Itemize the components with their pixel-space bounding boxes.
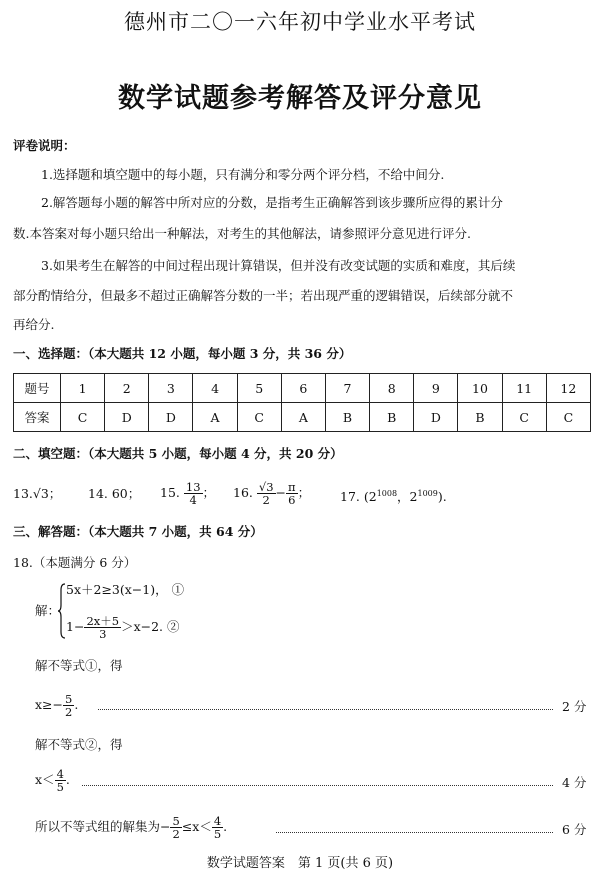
score-final: 6 分 — [562, 822, 587, 837]
answer-cell: A — [193, 403, 237, 432]
answer-cell: D — [149, 403, 193, 432]
question-number: 12 — [546, 374, 590, 403]
answer-17: 17. ($2^{1008}$，$2^{1009}$). — [340, 489, 447, 505]
dotted-leader — [82, 785, 553, 786]
question-number: 5 — [237, 374, 281, 403]
step-2-result: x＜ $\frac{4}{5}$ . — [35, 767, 70, 794]
section-fill-heading: 二、填空题：（本大题共 5 小题，每小题 4 分，共 20 分） — [13, 446, 343, 461]
fraction: $\frac{5}{2}$ — [172, 814, 180, 841]
score-step-1: 2 分 — [562, 699, 587, 714]
step-2-text: 解不等式②，得 — [35, 737, 123, 752]
answer-cell: D — [414, 403, 458, 432]
answer-cell: A — [281, 403, 325, 432]
answer-cell: B — [370, 403, 414, 432]
answer-cell: C — [546, 403, 590, 432]
question-number: 9 — [414, 374, 458, 403]
question-18-heading: 18.（本题满分 6 分） — [13, 555, 137, 570]
answer-cell: D — [105, 403, 149, 432]
choice-answer-table — [13, 373, 591, 432]
fraction: $\frac{5}{2}$ — [65, 692, 73, 719]
note-3-line-1: 3.如果考生在解答的中间过程出现计算错误，但并没有改变试题的实质和难度，其后续 — [41, 258, 516, 273]
answer-15: 15. $\frac{13}{4}$ ； — [160, 480, 216, 507]
page-footer: 数学试题答案 第 1 页(共 6 页) — [206, 856, 394, 871]
exam-header: 德州市二〇一六年初中学业水平考试 — [124, 10, 476, 34]
fraction: $\frac{4}{5}$ — [213, 814, 222, 841]
answer-cell: C — [61, 403, 105, 432]
question-number: 3 — [149, 374, 193, 403]
step-1-result: x≥− $\frac{5}{2}$ . — [35, 692, 79, 719]
note-2-line-2: 数.本答案对每小题只给出一种解法，对考生的其他解法，请参照评分意见进行评分. — [13, 226, 471, 241]
final-solution-set: 所以不等式组的解集为− $\frac{5}{2}$ ≤x＜ $\frac{4}{5}$ . — [35, 814, 228, 841]
answer-16: 16. $\frac{√3}{2}$ − $\frac{\pi}{6}$ ； — [233, 480, 311, 507]
solve-label: 解： — [35, 603, 61, 618]
question-number: 4 — [193, 374, 237, 403]
inequality-2: 1− $\frac{2x+5}{3}$ ＞x−2. ② — [66, 614, 180, 641]
score-step-2: 4 分 — [562, 775, 587, 790]
answer-14: 14. 60； — [88, 486, 141, 501]
question-number: 7 — [325, 374, 369, 403]
notes-heading: 评卷说明： — [13, 138, 76, 153]
question-number: 1 — [61, 374, 105, 403]
section-choice-heading: 一、选择题：（本大题共 12 小题，每小题 3 分，共 36 分） — [13, 346, 352, 361]
answer-cell: C — [502, 403, 546, 432]
note-2-line-1: 2.解答题每小题的解答中所对应的分数，是指考生正确解答到该步骤所应得的累计分 — [41, 195, 503, 210]
section-solve-heading: 三、解答题：（本大题共 7 小题，共 64 分） — [13, 524, 263, 539]
question-number-row — [14, 374, 591, 403]
fraction: $\frac{\pi}{6}$ — [288, 480, 296, 507]
note-1: 1.选择题和填空题中的每小题，只有满分和零分两个评分档，不给中间分. — [41, 167, 445, 182]
question-number: 10 — [458, 374, 502, 403]
question-number: 8 — [370, 374, 414, 403]
row-label-question: 题号 — [14, 374, 61, 403]
question-number: 6 — [281, 374, 325, 403]
note-3-line-3: 再给分. — [13, 317, 55, 332]
answer-cell: B — [325, 403, 369, 432]
question-number: 2 — [105, 374, 149, 403]
answer-13: 13.√3； — [13, 486, 62, 501]
document-title: 数学试题参考解答及评分意见 — [118, 83, 482, 114]
inequality-1: 5x＋2≥3(x−1)， ① — [66, 582, 185, 597]
dotted-leader — [98, 709, 553, 710]
fraction: $\frac{4}{5}$ — [56, 767, 64, 794]
question-number: 11 — [502, 374, 546, 403]
fraction: $\frac{√3}{2}$ — [258, 480, 274, 507]
brace-icon — [58, 583, 66, 639]
dotted-leader — [276, 832, 553, 833]
row-label-answer: 答案 — [14, 403, 61, 432]
fraction: $\frac{13}{4}$ — [185, 480, 201, 507]
step-1-text: 解不等式①，得 — [35, 658, 123, 673]
answer-cell: C — [237, 403, 281, 432]
answer-row — [14, 403, 591, 432]
fraction: $\frac{2x+5}{3}$ — [86, 614, 120, 641]
answer-cell: B — [458, 403, 502, 432]
note-3-line-2: 部分酌情给分，但最多不超过正确解答分数的一半；若出现严重的逻辑错误，后续部分就不 — [13, 288, 514, 303]
